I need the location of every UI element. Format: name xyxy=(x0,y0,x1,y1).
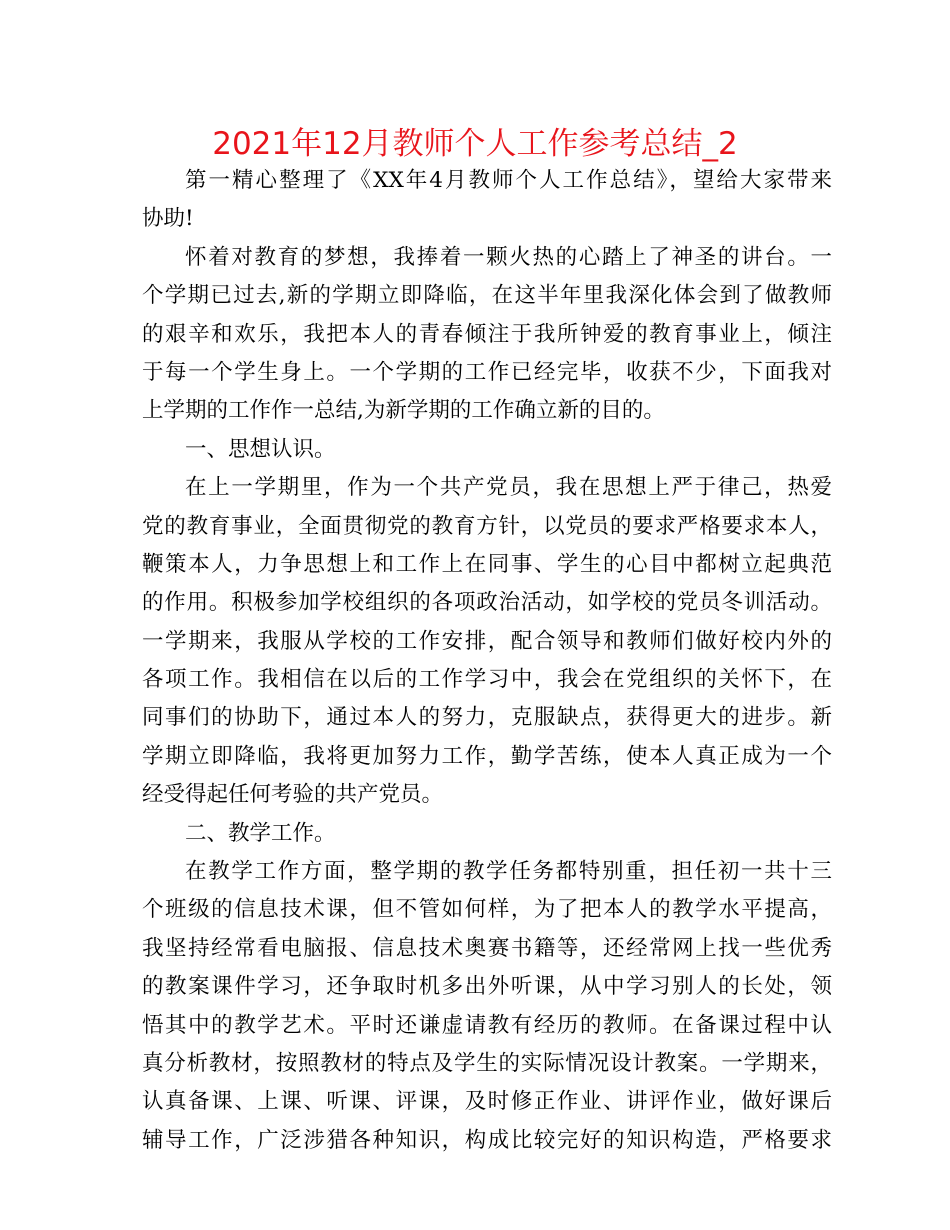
paragraph-line: 上学期的工作作一总结,为新学期的工作确立新的目的。 xyxy=(142,398,665,424)
paragraph-line: 一学期来，我服从学校的工作安排，配合领导和教师们做好校内外的 xyxy=(142,628,832,654)
paragraph-line: 认真备课、上课、听课、评课，及时修正作业、讲评作业，做好课后 xyxy=(142,1089,832,1115)
paragraph-line: 我坚持经常看电脑报、信息技术奥赛书籍等，还经常网上找一些优秀 xyxy=(142,935,832,961)
document-body xyxy=(142,162,832,1160)
paragraph-line: 悟其中的教学艺术。平时还谦虚请教有经历的教师。在备课过程中认 xyxy=(142,1012,832,1038)
paragraph-line: 的作用。积极参加学校组织的各项政治活动，如学校的党员冬训活动。 xyxy=(142,590,832,616)
paragraph-line: 一、思想认识。 xyxy=(185,436,336,462)
paragraph-line: 同事们的协助下，通过本人的努力，克服缺点，获得更大的进步。新 xyxy=(142,705,832,731)
paragraph-line: 各项工作。我相信在以后的工作学习中，我会在党组织的关怀下，在 xyxy=(142,667,832,693)
paragraph-line: 个班级的信息技术课，但不管如何样，为了把本人的教学水平提高， xyxy=(142,897,832,923)
paragraph-line: 的教案课件学习，还争取时机多出外听课，从中学习别人的长处，领 xyxy=(142,974,832,1000)
paragraph-line: 于每一个学生身上。一个学期的工作已经完毕，收获不少，下面我对 xyxy=(142,359,832,385)
paragraph-line: 怀着对教育的梦想，我捧着一颗火热的心踏上了神圣的讲台。一 xyxy=(185,244,832,270)
paragraph-line: 真分析教材，按照教材的特点及学生的实际情况设计教案。一学期来， xyxy=(142,1050,832,1076)
paragraph-line: 个学期已过去,新的学期立即降临，在这半年里我深化体会到了做教师 xyxy=(142,283,832,309)
document-title: 2021年12月教师个人工作参考总结_2 xyxy=(212,126,738,162)
paragraph-line: 在教学工作方面，整学期的教学任务都特别重，担任初一共十三 xyxy=(185,859,832,885)
paragraph-line: 经受得起任何考验的共产党员。 xyxy=(142,782,444,808)
paragraph-line: 辅导工作，广泛涉猎各种知识，构成比较完好的知识构造，严格要求 xyxy=(142,1127,832,1153)
paragraph-line: 学期立即降临，我将更加努力工作，勤学苦练，使本人真正成为一个 xyxy=(142,743,832,769)
paragraph-line: 协助! xyxy=(142,206,194,232)
paragraph-line: 的艰辛和欢乐，我把本人的青春倾注于我所钟爱的教育事业上，倾注 xyxy=(142,321,832,347)
paragraph-line: 第一精心整理了《XX年4月教师个人工作总结》，望给大家带来 xyxy=(185,168,832,193)
paragraph-line: 党的教育事业，全面贯彻党的教育方针，以党员的要求严格要求本人， xyxy=(142,513,832,539)
paragraph-line: 二、教学工作。 xyxy=(185,820,336,846)
paragraph-line: 在上一学期里，作为一个共产党员，我在思想上严于律己，热爱 xyxy=(185,475,832,501)
paragraph-line: 鞭策本人，力争思想上和工作上在同事、学生的心目中都树立起典范 xyxy=(142,551,832,577)
